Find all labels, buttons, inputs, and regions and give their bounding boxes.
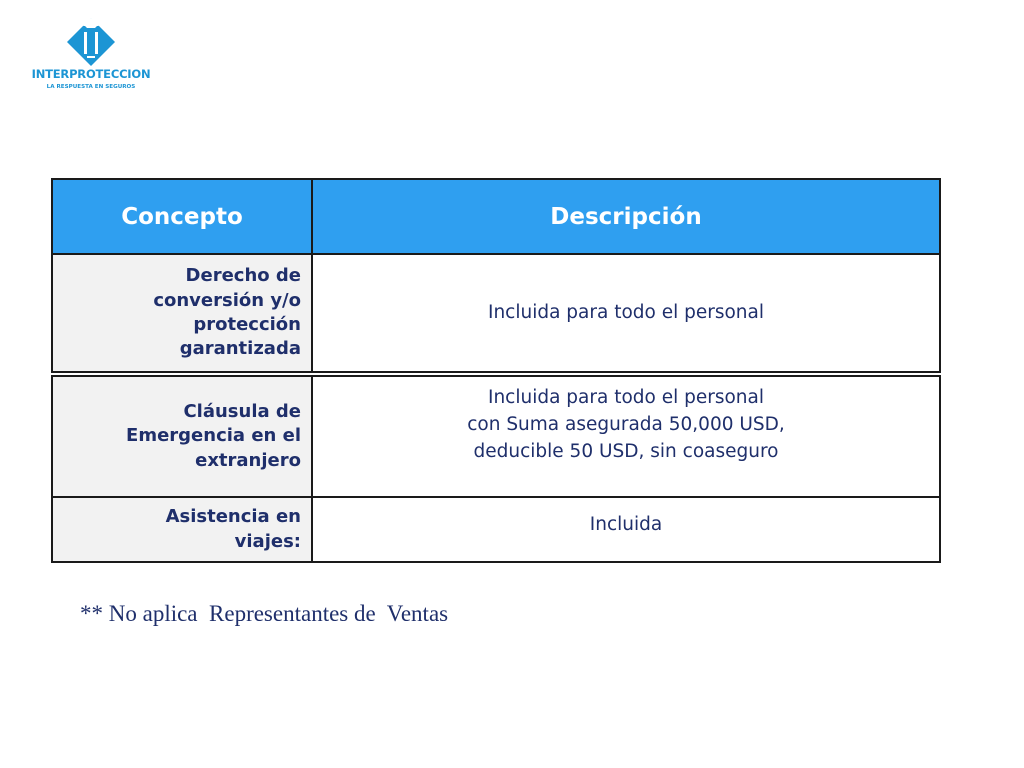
row-concepto-asistencia: Asistencia en viajes: (53, 498, 311, 561)
logo-name: INTERPROTECCION (31, 67, 151, 81)
row-descripcion-emergencia: Incluida para todo el personal con Suma asegurada 50,000 USD, deducible 50 USD, sin coaseguro (313, 377, 939, 496)
header-descripcion: Descripción (313, 180, 939, 253)
coverage-table-bottom (51, 375, 941, 563)
logo-tagline: LA RESPUESTA EN SEGUROS (46, 84, 136, 90)
row-concepto-emergencia: Cláusula de Emergencia en el extranjero (53, 377, 311, 496)
footnote: ** No aplica Representantes de Ventas (80, 601, 449, 626)
company-logo (30, 16, 152, 96)
row-descripcion-conversion: Incluida para todo el personal (313, 255, 939, 371)
header-concepto: Concepto (53, 180, 311, 253)
row-descripcion-asistencia: Incluida (313, 498, 939, 561)
coverage-table-top (51, 178, 941, 373)
row-concepto-conversion: Derecho de conversión y/o protección garantizada (53, 255, 311, 371)
interproteccion-logo-icon (65, 16, 117, 68)
